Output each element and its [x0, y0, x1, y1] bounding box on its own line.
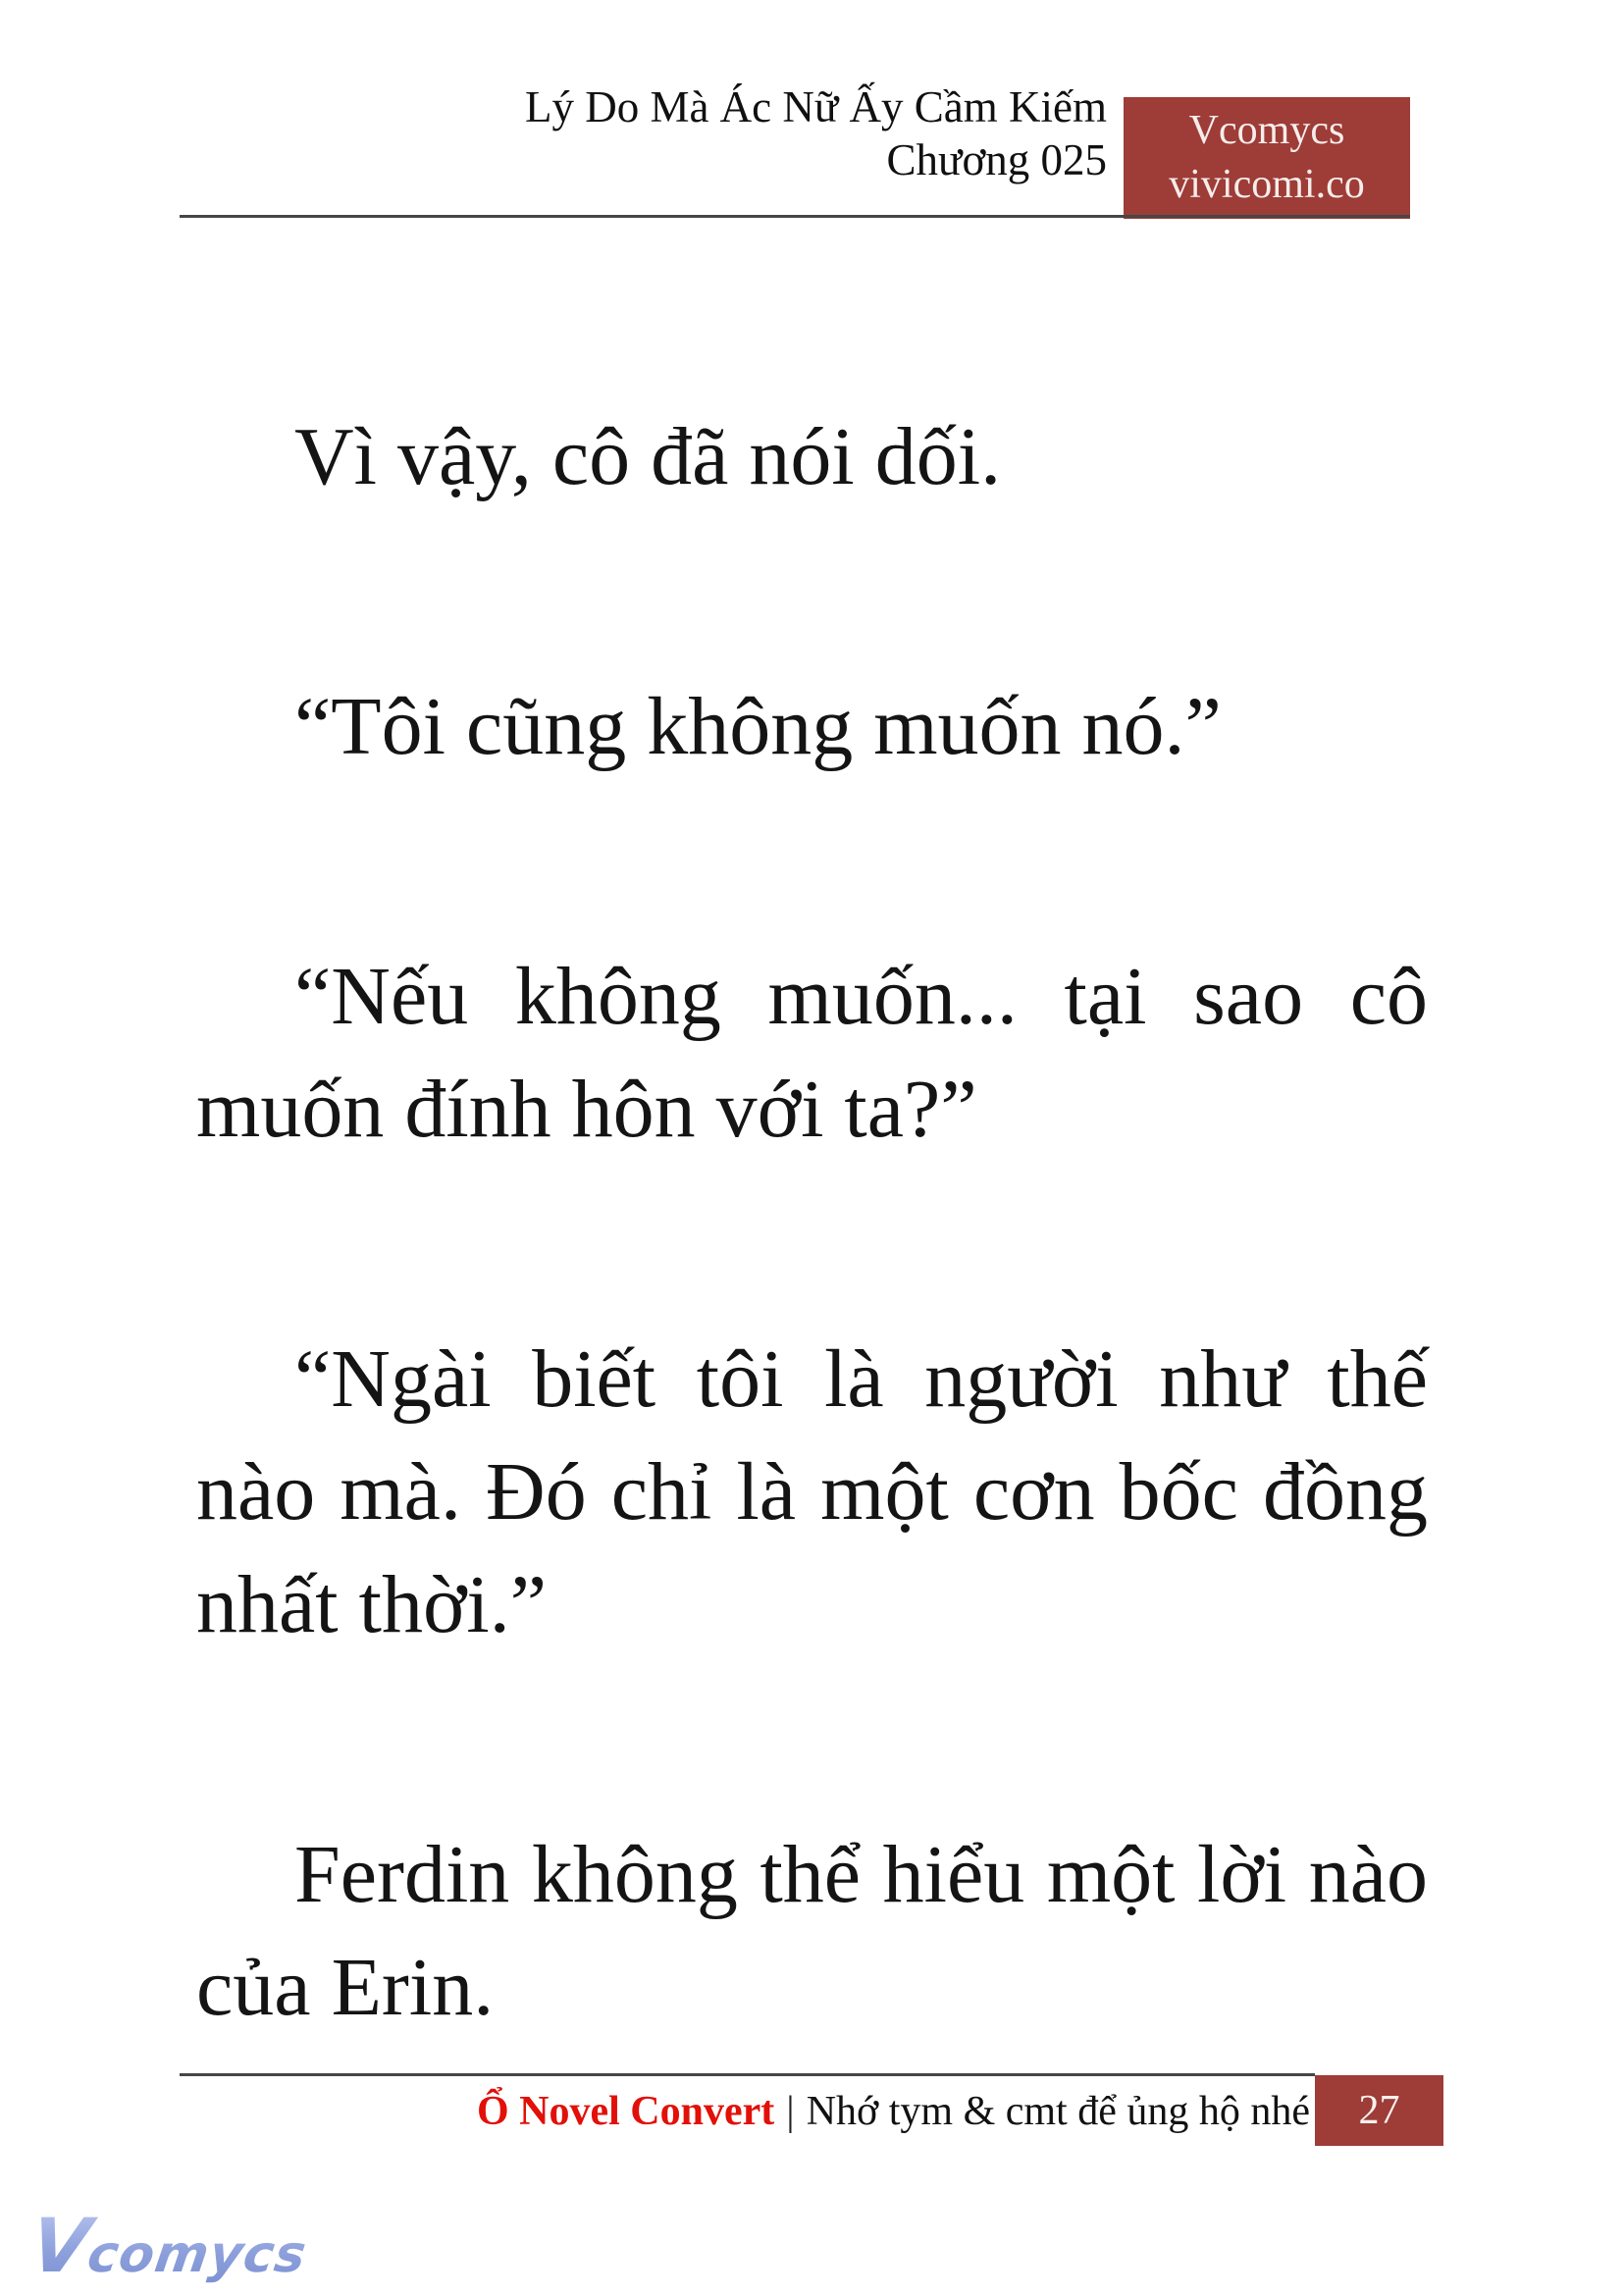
paragraph: [196, 1818, 1428, 2044]
chapter-number: Chương 025: [886, 135, 1107, 184]
text-line: “Tôi cũng không muốn nó.”: [294, 681, 1222, 772]
text-line: “Nếu không muốn... tại sao cô: [294, 951, 1428, 1042]
story-text: [196, 400, 1428, 2201]
text-line: của Erin.: [196, 1942, 495, 2033]
paragraph: [196, 1323, 1428, 1661]
paragraph: [196, 670, 1428, 783]
brand-badge: [1124, 97, 1410, 219]
series-title: Lý Do Mà Ác Nữ Ấy Cầm Kiếm: [524, 82, 1107, 131]
header-divider: [180, 215, 1410, 218]
footer-divider: [180, 2073, 1315, 2076]
footer-separator: |: [786, 2089, 795, 2134]
brand-name: Vcomycs: [1188, 108, 1345, 153]
text-line: Vì vậy, cô đã nói dối.: [294, 411, 1002, 502]
text-line: nhất thời.”: [196, 1559, 547, 1650]
text-line: Ferdin không thể hiểu một lời nào: [294, 1829, 1428, 1920]
vcomycs-watermark-logo: [26, 2202, 314, 2289]
page-number: 27: [1358, 2088, 1400, 2133]
watermark-rest: comycs: [83, 2225, 311, 2284]
watermark-initial: V: [26, 2202, 96, 2289]
footer-note: Nhớ tym & cmt để ủng hộ nhé: [806, 2089, 1310, 2134]
page-number-badge: [1315, 2075, 1443, 2146]
brand-site: vivicomi.co: [1169, 162, 1365, 207]
credit-group-name: Ổ Novel Convert: [476, 2089, 775, 2134]
paragraph: [196, 940, 1428, 1166]
text-line: “Ngài biết tôi là người như thế: [294, 1333, 1428, 1425]
paragraph: [196, 400, 1428, 513]
text-line: muốn đính hôn với ta?”: [196, 1064, 977, 1155]
chapter-header: [525, 80, 1107, 186]
footer-credit-line: [477, 2080, 1310, 2143]
text-line: nào mà. Đó chỉ là một cơn bốc đồng: [196, 1446, 1428, 1538]
